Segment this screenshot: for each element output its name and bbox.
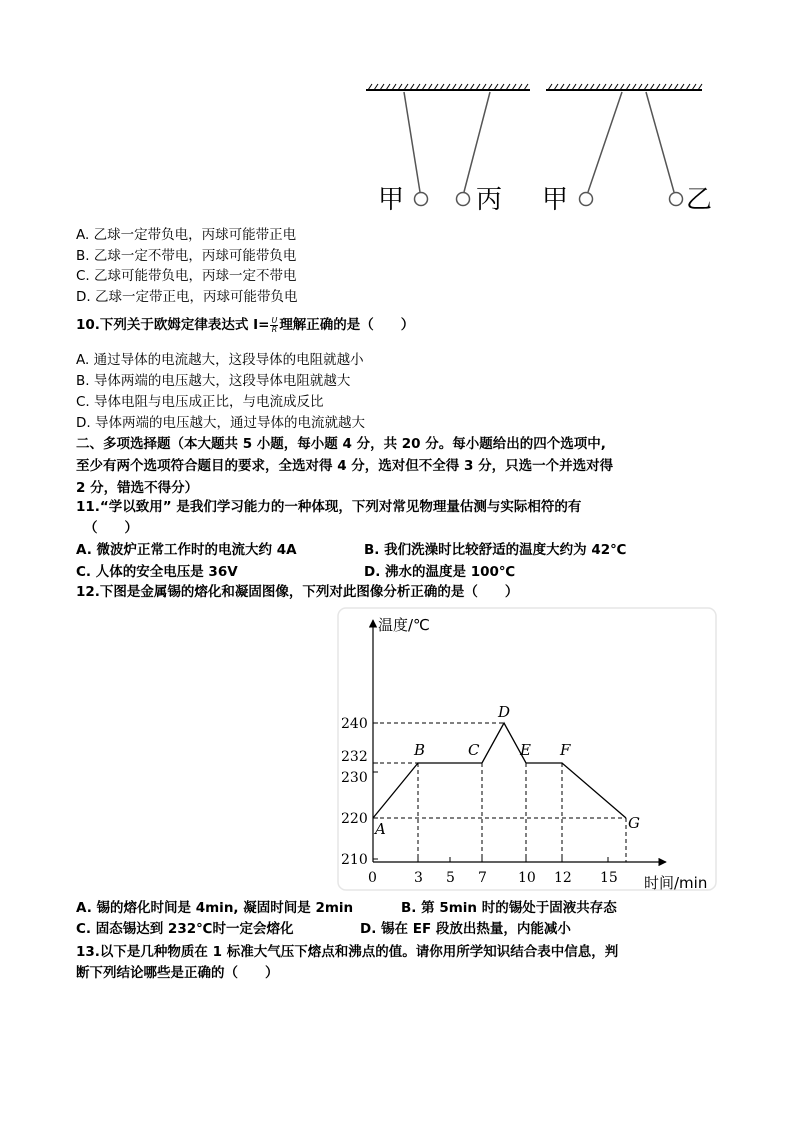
point-label-E: E (520, 741, 531, 759)
x-tick-label-12: 12 (554, 870, 572, 886)
y-tick-label-230: 230 (341, 770, 368, 786)
q11-option-c: C. 人体的安全电压是 36V (76, 564, 238, 580)
label-right-jia: 甲 (542, 185, 569, 214)
x-tick-marks (414, 857, 618, 886)
origin-label: 0 (368, 870, 377, 886)
section2-line2: 至少有两个选项符合题目的要求，全选对得 4 分，选对但不全得 3 分，只选一个并选对得 (76, 458, 614, 474)
left-ceiling (366, 84, 530, 90)
q12-stem: 12.下图是金属锡的熔化和凝固图像，下列对此图像分析正确的是（ ） (76, 584, 519, 600)
ohm-fraction (270, 317, 278, 334)
q9-option-b: B. 乙球一定不带电，丙球可能带负电 (76, 248, 297, 264)
label-yi: 乙 (686, 185, 713, 214)
q13-line2: 断下列结论哪些是正确的（ ） (76, 965, 279, 981)
string-left-jia (404, 92, 420, 192)
q9-option-c: C. 乙球可能带负电，丙球一定不带电 (76, 268, 297, 284)
section2-line1: 二、多项选择题（本大题共 5 小题，每小题 4 分，共 20 分。每小题给出的四个选项中, (76, 436, 606, 452)
q10-suffix: 理解正确的是（ ） (279, 317, 415, 333)
x-tick-label-15: 15 (600, 870, 618, 886)
q13-line1: 13.以下是几种物质在 1 标准大气压下熔点和沸点的值。请你用所学知识结合表中信息，判 (76, 944, 619, 960)
x-tick-label-5: 5 (446, 870, 455, 886)
y-tick-label-232: 232 (341, 749, 368, 765)
q11-option-d: D. 沸水的温度是 100℃ (364, 564, 516, 580)
string-yi (646, 92, 674, 192)
ball-left-jia (415, 193, 428, 206)
point-label-G: G (628, 814, 640, 832)
q10-stem (76, 316, 414, 334)
q10-option-c: C. 导体电阻与电压成正比，与电流成反比 (76, 394, 324, 410)
q9-option-a: A. 乙球一定带负电，丙球可能带正电 (76, 227, 297, 243)
x-tick-label-3: 3 (414, 870, 423, 886)
q11-option-a: A. 微波炉正常工作时的电流大约 4A (76, 542, 297, 558)
point-label-A: A (375, 820, 386, 838)
q9-option-d: D. 乙球一定带正电，丙球可能带负电 (76, 289, 298, 305)
point-label-C: C (468, 741, 480, 759)
q10-option-b: B. 导体两端的电压越大，这段导体电阻就越大 (76, 373, 351, 389)
q12-option-a: A. 锡的熔化时间是 4min, 凝固时间是 2min (76, 900, 354, 916)
q10-prefix: 10.下列关于欧姆定律表达式 I= (76, 317, 270, 333)
q10-option-d: D. 导体两端的电压越大，通过导体的电流就越大 (76, 415, 365, 431)
y-tick-label-240: 240 (341, 716, 368, 732)
q11-option-b: B. 我们洗澡时比较舒适的温度大约为 42℃ (364, 542, 627, 558)
x-axis-label: 时间/min (644, 874, 708, 892)
string-bing (464, 92, 490, 192)
q11-answer-brackets: （ ） (84, 520, 138, 536)
q12-option-c: C. 固态锡达到 232℃时一定会熔化 (76, 921, 294, 937)
point-label-D: D (498, 703, 511, 721)
string-right-jia (588, 92, 622, 192)
x-tick-label-7: 7 (478, 870, 487, 886)
y-axis-label: 温度/℃ (378, 616, 430, 634)
tin-temperature-chart (336, 606, 720, 894)
y-tick-label-210: 210 (341, 852, 368, 868)
temperature-series-line (373, 723, 626, 818)
right-ceiling (546, 84, 702, 90)
y-tick-label-220: 220 (341, 811, 368, 827)
guide-lines (373, 723, 626, 862)
q11-stem: 11.“学以致用” 是我们学习能力的一种体现，下列对常见物理量估测与实际相符的有 (76, 499, 582, 515)
ball-bing (457, 193, 470, 206)
charged-balls-figure (362, 82, 722, 214)
q10-option-a: A. 通过导体的电流越大，这段导体的电阻就越小 (76, 352, 364, 368)
label-bing: 丙 (476, 185, 503, 214)
q12-option-d: D. 锡在 EF 段放出热量，内能减小 (360, 921, 571, 937)
point-label-F: F (560, 741, 571, 759)
section2-line3: 2 分，错选不得分） (76, 480, 199, 496)
fraction-denominator: R (271, 324, 278, 334)
label-left-jia: 甲 (378, 185, 405, 214)
q12-option-b: B. 第 5min 时的锡处于固液共存态 (401, 900, 617, 916)
x-tick-label-10: 10 (518, 870, 536, 886)
ball-yi (670, 193, 683, 206)
ball-right-jia (580, 193, 593, 206)
point-label-B: B (414, 741, 426, 759)
fraction-numerator: U (271, 315, 278, 325)
